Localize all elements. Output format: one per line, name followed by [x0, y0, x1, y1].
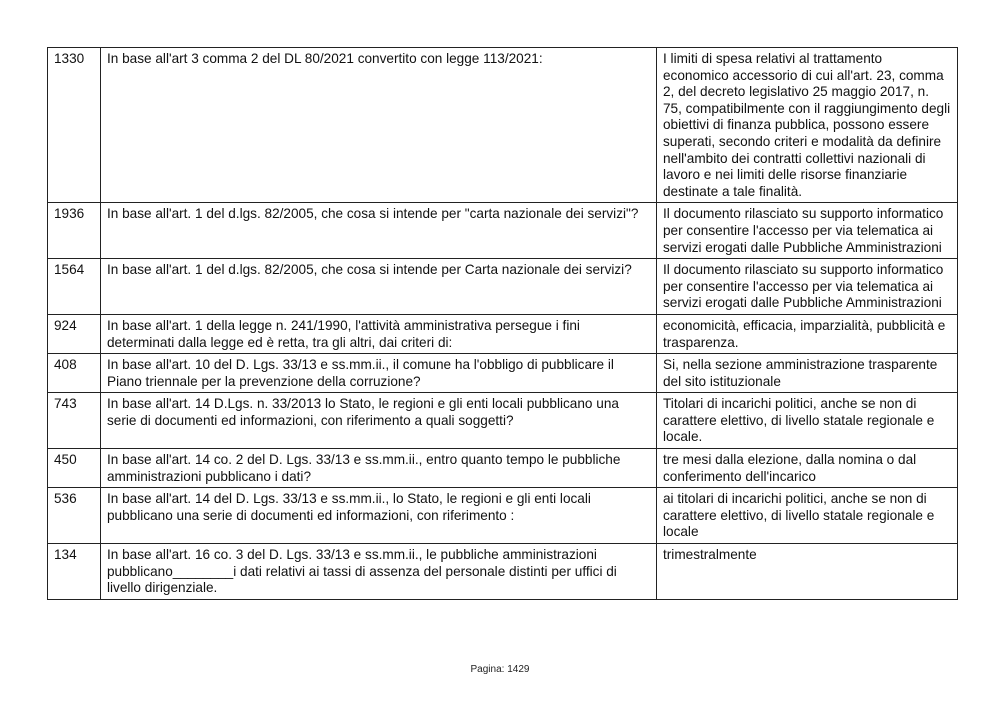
answer-text: Il documento rilasciato su supporto informatico per consentire l'accesso per via telematica ai servizi erogati dalle Pubbliche Amministrazioni	[657, 203, 958, 259]
question-text: In base all'art. 16 co. 3 del D. Lgs. 33/13 e ss.mm.ii., le pubbliche amministrazioni pubblicano________i dati relativi ai tassi di assenza del personale distinti per uffici di livello dirigenziale.	[101, 544, 657, 600]
answer-text: Il documento rilasciato su supporto informatico per consentire l'accesso per via telematica ai servizi erogati dalle Pubbliche Amministrazioni	[657, 259, 958, 315]
question-text: In base all'art. 1 della legge n. 241/1990, l'attività amministrativa persegue i fini determinati dalla legge ed è retta, tra gli altri, dai criteri di:	[101, 314, 657, 353]
question-text: In base all'art. 1 del d.lgs. 82/2005, che cosa si intende per Carta nazionale dei servizi?	[101, 259, 657, 315]
table-row	[48, 203, 958, 259]
page-number: Pagina: 1429	[470, 664, 530, 675]
table-row	[48, 48, 958, 203]
table-row	[48, 488, 958, 544]
table-row	[48, 544, 958, 600]
question-id: 408	[48, 354, 101, 393]
question-id: 1936	[48, 203, 101, 259]
question-text: In base all'art. 1 del d.lgs. 82/2005, che cosa si intende per "carta nazionale dei servizi"?	[101, 203, 657, 259]
answer-text: I limiti di spesa relativi al trattamento economico accessorio di cui all'art. 23, comma 2, del decreto legislativo 25 maggio 2017, n. 75, compatibilmente con il raggiungimento degli obiettivi di finanza pubblica, possono essere superati, secondo criteri e modalità da definire nell'ambito dei contratti collettivi nazionali di lavoro e nei limiti delle risorse finanziarie destinate a tale finalità.	[657, 48, 958, 203]
question-id: 134	[48, 544, 101, 600]
table-row	[48, 314, 958, 353]
question-text: In base all'art. 10 del D. Lgs. 33/13 e ss.mm.ii., il comune ha l'obbligo di pubblicare il Piano triennale per la prevenzione della corruzione?	[101, 354, 657, 393]
questions-table	[47, 47, 958, 600]
question-text: In base all'art. 14 del D. Lgs. 33/13 e ss.mm.ii., lo Stato, le regioni e gli enti locali pubblicano una serie di documenti ed informazioni, con riferimento :	[101, 488, 657, 544]
question-id: 536	[48, 488, 101, 544]
table-row	[48, 259, 958, 315]
table-row	[48, 354, 958, 393]
question-id: 450	[48, 449, 101, 488]
answer-text: trimestralmente	[657, 544, 958, 600]
question-text: In base all'art. 14 D.Lgs. n. 33/2013 lo Stato, le regioni e gli enti locali pubblicano una serie di documenti ed informazioni, con riferimento a quali soggetti?	[101, 393, 657, 449]
question-id: 924	[48, 314, 101, 353]
answer-text: Si, nella sezione amministrazione trasparente del sito istituzionale	[657, 354, 958, 393]
question-id: 743	[48, 393, 101, 449]
question-text: In base all'art. 14 co. 2 del D. Lgs. 33/13 e ss.mm.ii., entro quanto tempo le pubbliche amministrazioni pubblicano i dati?	[101, 449, 657, 488]
table-row	[48, 449, 958, 488]
answer-text: tre mesi dalla elezione, dalla nomina o dal conferimento dell'incarico	[657, 449, 958, 488]
table-row	[48, 393, 958, 449]
question-id: 1330	[48, 48, 101, 203]
question-text: In base all'art 3 comma 2 del DL 80/2021 convertito con legge 113/2021:	[101, 48, 657, 203]
answer-text: ai titolari di incarichi politici, anche se non di carattere elettivo, di livello statale regionale e locale	[657, 488, 958, 544]
answer-text: Titolari di incarichi politici, anche se non di carattere elettivo, di livello statale regionale e locale.	[657, 393, 958, 449]
question-id: 1564	[48, 259, 101, 315]
answer-text: economicità, efficacia, imparzialità, pubblicità e trasparenza.	[657, 314, 958, 353]
